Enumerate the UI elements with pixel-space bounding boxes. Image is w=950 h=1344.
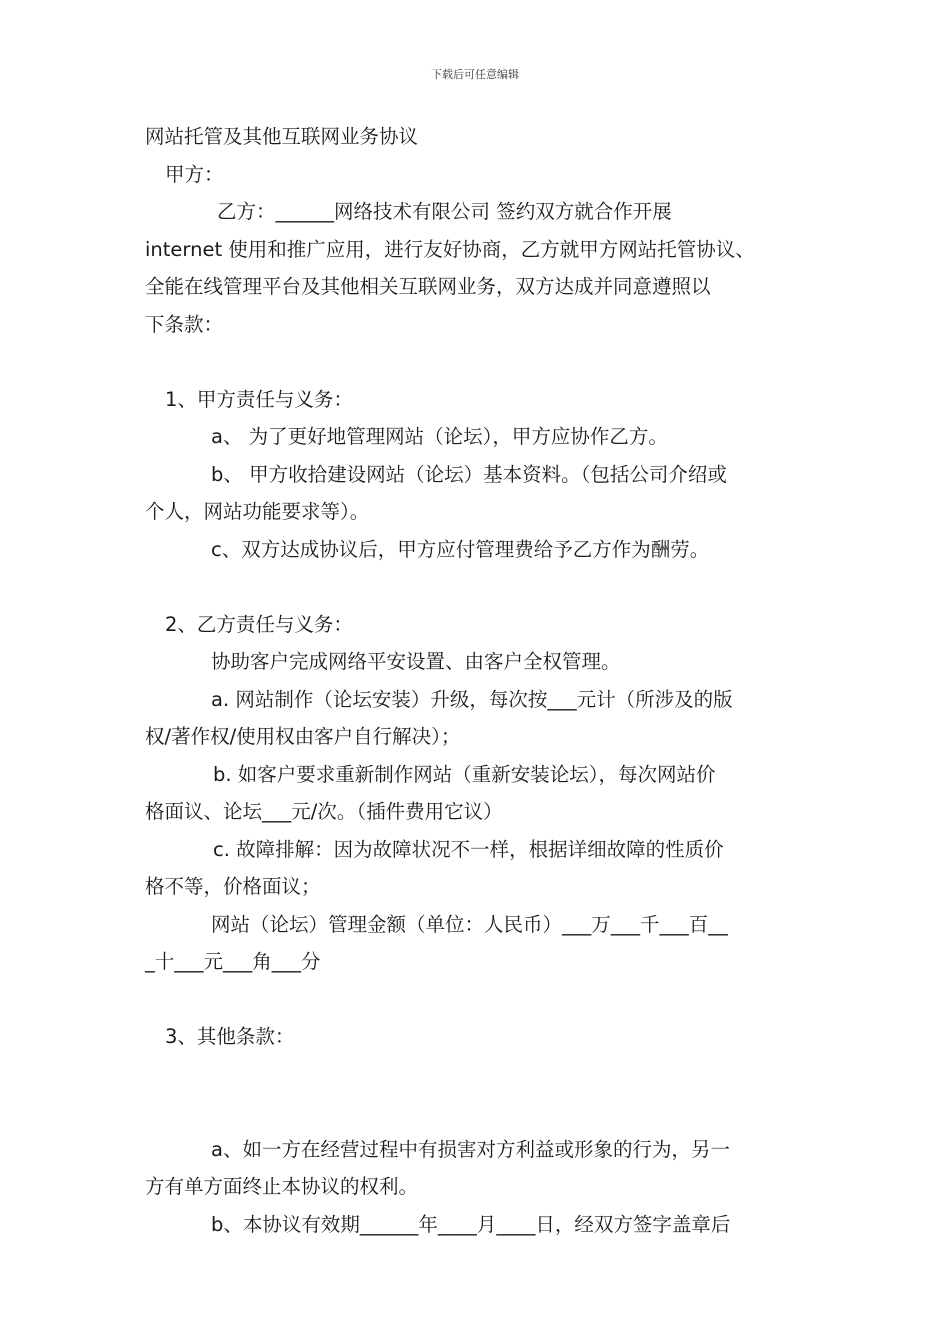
section-2-item-a-cont: 权/著作权/使用权由客户自行解决）； [145,725,461,748]
section-2-intro: 协助客户完成网络平安设置、由客户全权管理。 [211,650,621,673]
section-3-item-a-cont: 方有单方面终止本协议的权利。 [145,1175,419,1198]
document-title: 网站托管及其他互联网业务协议 [145,125,419,148]
section-1-item-b-cont: 个人，网站功能要求等）。 [145,500,370,523]
spacer [145,343,810,381]
header-note: 下载后可任意编辑 [431,68,519,81]
section-1-item-c: c、双方达成协议后，甲方应付管理费给予乙方作为酬劳。 [211,537,710,561]
section-2-fee-cont: _十___元___角___分 [145,950,321,973]
spacer [145,981,810,1019]
section-2-heading: 2、乙方责任与义务： [165,612,353,636]
document-body [145,118,810,1243]
section-2-item-a: a. 网站制作（论坛安装）升级，每次按___元计（所涉及的版 [211,687,733,711]
section-1-heading: 1、甲方责任与义务： [165,387,353,411]
intro-line-2: 全能在线管理平台及其他相关互联网业务，双方达成并同意遵照以 [145,275,711,298]
section-2-item-b: b. 如客户要求重新制作网站（重新安装论坛），每次网站价 [213,762,716,786]
intro-line-1: internet 使用和推广应用，进行友好协商，乙方就甲方网站托管协议、 [145,237,755,261]
section-2-fee: 网站（论坛）管理金额（单位：人民币）___万___千___百__ [211,912,728,936]
section-3-heading: 3、其他条款： [165,1025,295,1048]
section-3-item-a: a、如一方在经营过程中有损害对方利益或形象的行为，另一 [211,1137,730,1161]
spacer [145,1056,810,1131]
party-a-line: 甲方： [165,162,224,186]
intro-line-3: 下条款： [145,312,224,336]
section-2-item-c: c. 故障排解：因为故障状况不一样，根据详细故障的性质价 [213,837,724,861]
section-1-item-a: a、 为了更好地管理网站（论坛），甲方应协作乙方。 [211,425,668,448]
section-2-item-c-cont: 格不等，价格面议； [145,875,321,898]
section-1-item-b: b、 甲方收拾建设网站（论坛）基本资料。（包括公司介绍或 [211,462,727,486]
section-2-item-b-cont: 格面议、论坛___元/次。（插件费用它议） [145,800,503,823]
spacer [145,568,810,606]
section-3-item-b: b、本协议有效期______年____月____日，经双方签字盖章后 [211,1212,731,1236]
party-b-line: 乙方：______网络技术有限公司 签约双方就合作开展 [217,200,672,223]
